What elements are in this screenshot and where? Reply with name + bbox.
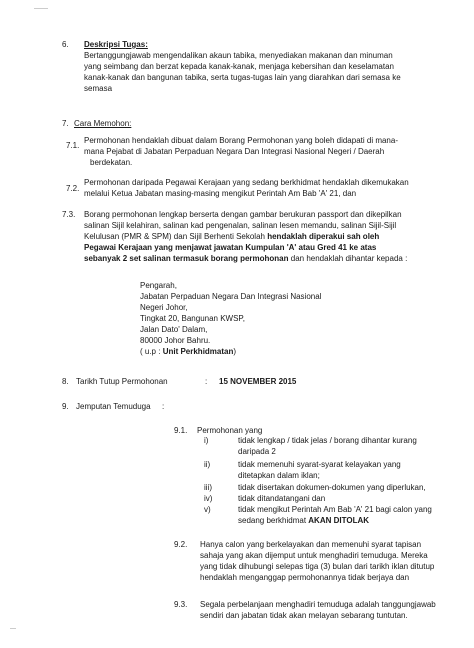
section-6-title: Deskripsi Tugas:: [84, 40, 148, 49]
section-9-title: Jemputan Temuduga: [76, 402, 151, 411]
list-roman: ii): [204, 460, 211, 469]
rejected-notice: AKAN DITOLAK: [308, 516, 370, 525]
list-item-line: tidak disertakan dokumen-dokumen yang diperlukan,: [238, 483, 426, 492]
section-8-number: 8.: [62, 377, 69, 386]
para-7-3-line-mixed: [84, 232, 379, 242]
para-7-1-line: berdekatan.: [90, 158, 133, 167]
para-9-1-number: 9.1.: [174, 426, 188, 435]
section-6-line: yang seimbang dan berzat kepada kanak-kanak, menjaga kebersihan dan keselamatan: [84, 62, 394, 71]
list-roman: iv): [204, 494, 213, 503]
section-9-number: 9.: [62, 402, 69, 411]
section-7-title: Cara Memohon:: [74, 119, 132, 128]
list-item-line: tidak lengkap / tidak jelas / borang dihantar kurang: [238, 436, 417, 445]
list-roman: iii): [204, 483, 212, 492]
list-roman: v): [204, 505, 211, 514]
para-7-3-number: 7.3.: [62, 210, 76, 219]
list-item-line-mixed: [238, 516, 369, 526]
para-7-2-number: 7.2.: [66, 184, 80, 193]
para-9-2-line: hendaklah menganggap permohonannya tidak berjaya dan: [200, 573, 410, 582]
para-7-3-line: salinan Sijil kelahiran, salinan kad pengenalan, salinan lesen memandu, salinan Sijil-Sijil: [84, 221, 397, 230]
para-7-1-number: 7.1.: [66, 141, 80, 150]
para-9-1-intro: Permohonan yang: [197, 426, 263, 435]
para-7-3-bold-inline: hendaklah diperakui sah oleh: [267, 232, 380, 241]
para-9-2-line: yang tidak dihubungi selepas tiga (3) bulan dari tarikh iklan ditutup: [200, 562, 435, 571]
para-9-2-number: 9.2.: [174, 540, 188, 549]
address-up-unit: Unit Perkhidmatan: [162, 347, 234, 356]
list-item-line: daripada 2: [238, 447, 276, 456]
para-7-3-line: Borang permohonan lengkap berserta dengan gambar berukuran passport dan dikepilkan: [84, 210, 402, 219]
para-7-3-tail: dan hendaklah dihantar kepada :: [290, 254, 408, 263]
para-7-1-line: mana Pejabat di Jabatan Perpaduan Negara Dan Integrasi Nasional Negeri / Daerah: [84, 147, 385, 156]
address-line: Jabatan Perpaduan Negara Dan Integrasi Nasional: [140, 292, 322, 301]
section-6-line: semasa: [84, 84, 113, 93]
list-item-line: tidak ditandatangani dan: [238, 494, 326, 503]
para-7-2-line: Permohonan daripada Pegawai Kerajaan yang sedang berkhidmat hendaklah dikemukakan: [84, 178, 409, 187]
para-9-3-number: 9.3.: [174, 600, 188, 609]
list-roman: i): [204, 436, 209, 445]
section-9-colon: :: [162, 402, 165, 411]
list-item-line: ditetapkan dalam iklan;: [238, 471, 320, 480]
scan-speck: [34, 8, 48, 9]
para-7-3-line-mixed: [84, 254, 407, 264]
list-item-last-prefix: sedang berkhidmat: [238, 516, 307, 525]
section-6-line: Bertanggungjawab mengendalikan akaun tabika, menyediakan makanan dan minuman: [84, 51, 393, 60]
address-up-prefix: ( u.p :: [140, 347, 161, 356]
para-9-3-line: Segala perbelanjaan menghadiri temuduga adalah tanggungjawab: [200, 600, 436, 609]
para-7-2-line: melalui Ketua Jabatan masing-masing mengikut Perintah Am Bab 'A' 21, dan: [84, 189, 357, 198]
section-8-label: Tarikh Tutup Permohonan: [76, 377, 168, 386]
address-up-suffix: ): [233, 347, 237, 356]
closing-date: 15 NOVEMBER 2015: [219, 377, 297, 386]
address-line: Negeri Johor,: [140, 303, 188, 312]
para-9-3-line: sendiri dan jabatan tidak akan melayan sebarang tuntutan.: [200, 611, 408, 620]
section-8-colon: :: [205, 377, 208, 386]
address-line: 80000 Johor Bahru.: [140, 336, 211, 345]
para-7-1-line: Permohonan hendaklah dibuat dalam Borang Permohonan yang boleh didapati di mana-: [84, 136, 398, 145]
list-item-line: tidak memenuhi syarat-syarat kelayakan yang: [238, 460, 401, 469]
para-9-2-line: Hanya calon yang berkelayakan dan memenuhi syarat tapisan: [200, 540, 422, 549]
para-9-2-line: sahaja yang akan dijemput untuk menghadiri temuduga. Mereka: [200, 551, 428, 560]
section-6-number: 6.: [62, 40, 69, 49]
para-7-3-line: Kelulusan (PMR & SPM) dan Sijil Berhenti Sekolah: [84, 232, 265, 241]
list-item-line: tidak mengikut Perintah Am Bab 'A' 21 bagi calon yang: [238, 505, 432, 514]
para-7-3-bold-line: sebanyak 2 set salinan termasuk borang permohonan: [84, 254, 289, 263]
address-line: Tingkat 20, Bangunan KWSP,: [140, 314, 245, 323]
para-7-3-bold-line: Pegawai Kerajaan yang menjawat jawatan Kumpulan 'A' atau Gred 41 ke atas: [84, 243, 377, 252]
address-attention: [140, 347, 236, 357]
section-6-line: kanak-kanak dan bangunan tabika, serta tugas-tugas lain yang diarahkan dari semasa ke: [84, 73, 401, 82]
section-7-number: 7.: [62, 119, 69, 128]
address-line: Pengarah,: [140, 281, 177, 290]
scan-speck: [10, 628, 16, 629]
address-line: Jalan Dato' Dalam,: [140, 325, 208, 334]
